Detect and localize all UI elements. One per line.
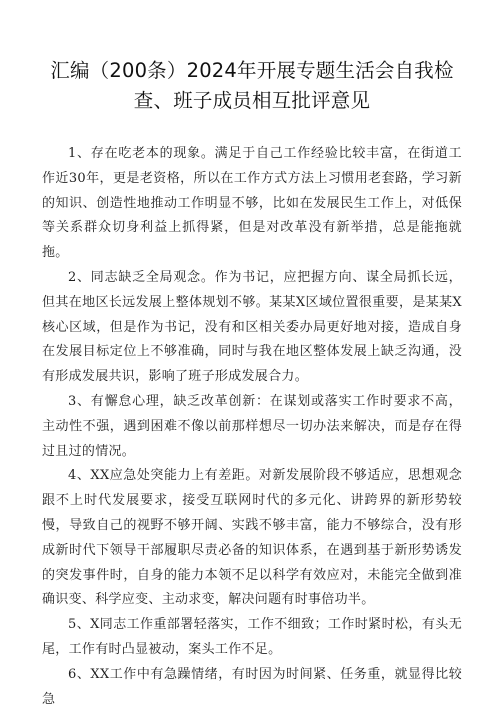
paragraph-5: 5、X同志工作重部署轻落实，工作不细致；工作时紧时松，有头无尾，工作有时凸显被动，案头工作不足。 bbox=[42, 617, 462, 657]
document-title bbox=[42, 56, 462, 116]
paragraph-1: 1、存在吃老本的现象。满足于自己工作经验比较丰富，在街道工作近30年，更是老资格，所以在工作方式方法上习惯用老套路，学习新的知识、创造性地推动工作明显不够，比如在发展民生工作上，对低保等关系群众切身利益上抓得紧，但是对改革没有新举措，总是能拖就拖。 bbox=[42, 146, 462, 261]
paragraph-4: 4、XX应急处突能力上有差距。对新发展阶段不够适应，思想观念跟不上时代发展要求，接受互联网时代的多元化、讲跨界的新形势较慢，导致自己的视野不够开阔、实践不够丰富，能力不够综合，没有形成新时代下领导干部履职尽责必备的知识体系，在遇到基于新形势诱发的突发事件时，自身的能力本领不足以科学有效应对，未能完全做到准确识变、科学应变、主动求变，解决问题有时事倍功半。 bbox=[42, 468, 462, 608]
title-line-1: 汇编（200条）2024年开展专题生活会自我检 bbox=[50, 59, 454, 82]
title-line-2: 查、班子成员相互批评意见 bbox=[133, 89, 371, 112]
document-body bbox=[42, 142, 462, 712]
paragraph-3: 3、有懈怠心理，缺乏改革创新：在谋划或落实工作时要求不高，主动性不强，遇到困难不像以前那样想尽一切办法来解决，而是存在得过且过的情况。 bbox=[42, 393, 462, 459]
paragraph-2: 2、同志缺乏全局观念。作为书记，应把握方向、谋全局抓长远，但其在地区长远发展上整体规划不够。某某X区域位置很重要，是某某X核心区域，但是作为书记，没有和区相关委办局更好地对接，造成自身在发展目标定位上不够准确，同时与我在地区整体发展上缺乏沟通，没有形成发展共识，影响了班子形成发展合力。 bbox=[42, 269, 462, 385]
paragraph-6: 6、XX工作中有急躁情绪，有时因为时间紧、任务重，就显得比较急 bbox=[42, 666, 462, 707]
